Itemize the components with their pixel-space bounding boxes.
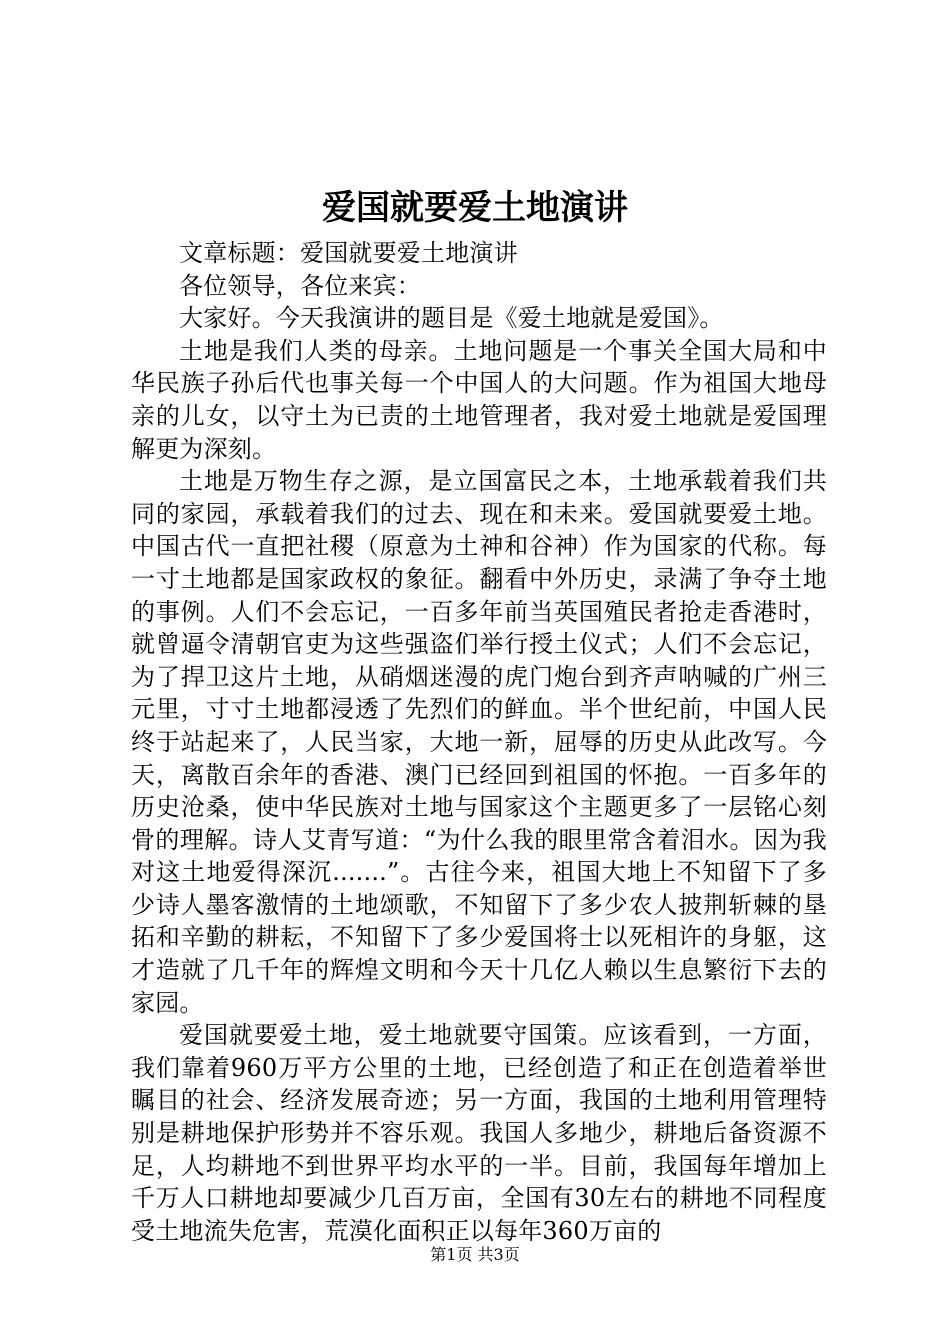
document-title: 爱国就要爱土地演讲 [322, 188, 628, 228]
paragraph-body: 土地是我们人类的母亲。土地问题是一个事关全国大局和中华民族子孙后代也事关每一个中国人的大问题。作为祖国大地母亲的儿女，以守土为已责的土地管理者，我对爱土地就是爱国理解更为深刻。 [131, 336, 827, 463]
paragraph-body: 爱国就要爱土地，爱土地就要守国策。应该看到，一方面，我们靠着960万平方公里的土地，已经创造了和正在创造着举世瞩目的社会、经济发展奇迹；另一方面，我国的土地利用管理特别是耕地保护形势并不容乐观。我国人多地少，耕地后备资源不足，人均耕地不到世界平均水平的一半。目前，我国每年增加上千万人口耕地却要减少几百万亩，全国有30左右的耕地不同程度受土地流失危害，荒漠化面积正以每年360万亩的 [131, 1021, 827, 1245]
paragraph-body: 土地是万物生存之源，是立国富民之本，土地承载着我们共同的家园，承载着我们的过去、现在和未来。爱国就要爱土地。中国古代一直把社稷（原意为土神和谷神）作为国家的代称。每一寸土地都是国家政权的象征。翻看中外历史，录满了争夺土地的事例。人们不会忘记，一百多年前当英国殖民者抢走香港时，就曾逼令清朝官吏为这些强盗们举行授土仪式；人们不会忘记，为了捍卫这片土地，从硝烟迷漫的虎门炮台到齐声呐喊的广州三元里，寸寸土地都浸透了先烈们的鲜血。半个世纪前，中国人民终于站起来了，人民当家，大地一新，屈辱的历史从此改写。今天，离散百余年的香港、澳门已经回到祖国的怀抱。一百多年的历史沧桑，使中华民族对土地与国家这个主题更多了一层铭心刻骨的理解。诗人艾青写道：“为什么我的眼里常含着泪水。因为我对这土地爱得深沉.......”。古往今来，祖国大地上不知留下了多少诗人墨客激情的土地颂歌，不知留下了多少农人披荆斩棘的垦拓和辛勤的耕耘，不知留下了多少爱国将士以死相许的身躯，这才造就了几千年的辉煌文明和今天十几亿人赖以生息繁衍下去的家园。 [131, 467, 827, 1017]
paragraph-greeting: 大家好。今天我演讲的题目是《爱土地就是爱国》。 [179, 304, 724, 333]
paragraph-salutation: 各位领导，各位来宾： [179, 271, 421, 300]
document-body [131, 237, 827, 1247]
paragraph-article-title: 文章标题：爱国就要爱土地演讲 [179, 239, 518, 267]
page-number-footer: 第1页 共3页 [430, 1245, 520, 1264]
